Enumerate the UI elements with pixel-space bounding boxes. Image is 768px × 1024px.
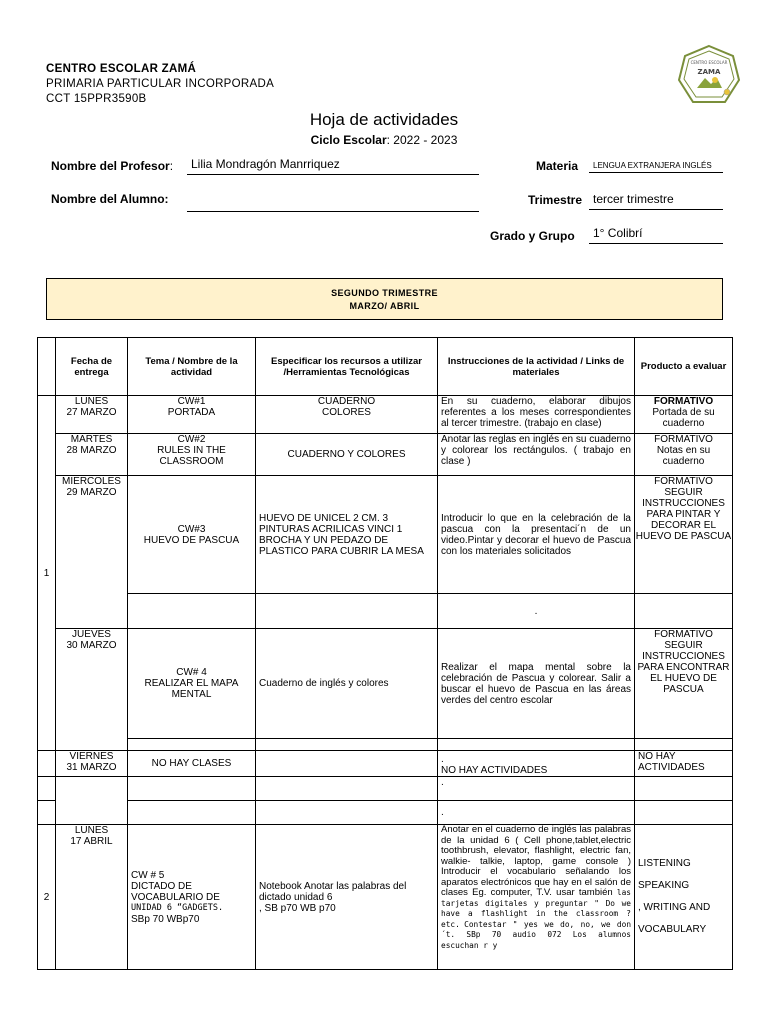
cell-producto: FORMATIVO SEGUIR INSTRUCCIONES PARA PINTAR Y DECORAR EL HUEVO DE PASCUA xyxy=(635,476,733,594)
week-number: 1 xyxy=(38,396,56,751)
cell-recursos: HUEVO DE UNICEL 2 CM. 3 PINTURAS ACRILICAS VINCI 1 BROCHA Y UN PEDAZO DE PLASTICO PARA CUBRIR LA MESA xyxy=(256,476,438,594)
cell-tema: CW#2 RULES IN THE CLASSROOM xyxy=(128,434,256,476)
header-producto: Producto a evaluar xyxy=(635,338,733,396)
cell-fecha: LUNES 17 ABRIL xyxy=(56,825,128,970)
school-name: CENTRO ESCOLAR ZAMÁ xyxy=(46,63,197,75)
grado-label: Grado y Grupo xyxy=(490,229,575,243)
alumno-field xyxy=(187,194,479,212)
school-type: PRIMARIA PARTICULAR INCORPORADA xyxy=(46,78,275,90)
table-row xyxy=(38,751,733,777)
week-number: 2 xyxy=(38,825,56,970)
activities-table xyxy=(37,337,733,970)
cell-week xyxy=(38,777,56,801)
table-row xyxy=(38,396,733,434)
header-recursos: Especificar los recursos a utilizar /Herramientas Tecnológicas xyxy=(256,338,438,396)
profesor-label: Nombre del Profesor: xyxy=(51,159,174,173)
materia-field: LENGUA EXTRANJERA INGLÉS xyxy=(589,155,723,173)
header-week xyxy=(38,338,56,396)
cell-producto xyxy=(635,801,733,825)
cell-instrucciones: . xyxy=(438,801,635,825)
table-header-row xyxy=(38,338,733,396)
table-row xyxy=(38,825,733,970)
table-row xyxy=(38,594,733,629)
cell-producto: FORMATIVO Portada de su cuaderno xyxy=(635,396,733,434)
cell-tema xyxy=(128,801,256,825)
trimestre-label: Trimestre xyxy=(528,193,583,207)
trimester-banner xyxy=(46,278,723,320)
school-cycle xyxy=(0,133,768,147)
banner-line1: SEGUNDO TRIMESTRE xyxy=(331,288,438,298)
cell-tema: CW#3 HUEVO DE PASCUA xyxy=(128,476,256,594)
cell-recursos: CUADERNO Y COLORES xyxy=(256,434,438,476)
cell-instrucciones: . NO HAY ACTIVIDADES xyxy=(438,751,635,777)
cell-fecha: JUEVES 30 MARZO xyxy=(56,629,128,751)
table-row xyxy=(38,739,733,751)
header-instrucciones: Instrucciones de la actividad / Links de materiales xyxy=(438,338,635,396)
table-row xyxy=(38,801,733,825)
cell-fecha: MIERCOLES 29 MARZO xyxy=(56,476,128,629)
cell-recursos: CUADERNO COLORES xyxy=(256,396,438,434)
cell-instrucciones: . xyxy=(438,594,635,629)
cell-tema: CW#1 PORTADA xyxy=(128,396,256,434)
cell-tema xyxy=(128,594,256,629)
logo-text-main: ZAMA xyxy=(697,68,721,76)
cell-recursos: Notebook Anotar las palabras del dictado unidad 6 , SB p70 WB p70 xyxy=(256,825,438,970)
trimestre-field: tercer trimestre xyxy=(589,192,723,210)
cell-tema xyxy=(128,739,256,751)
cell-recursos: Cuaderno de inglés y colores xyxy=(256,629,438,739)
table-row xyxy=(38,434,733,476)
cell-week xyxy=(38,801,56,825)
cell-fecha: MARTES 28 MARZO xyxy=(56,434,128,476)
profesor-field: Lilia Mondragón Manrriquez xyxy=(187,157,479,175)
cell-producto: FORMATIVO Notas en su cuaderno xyxy=(635,434,733,476)
cell-producto: NO HAY ACTIVIDADES xyxy=(635,751,733,777)
table-row xyxy=(38,777,733,801)
cell-recursos xyxy=(256,594,438,629)
cell-recursos xyxy=(256,801,438,825)
cell-producto: FORMATIVO SEGUIR INSTRUCCIONES PARA ENCONTRAR EL HUEVO DE PASCUA xyxy=(635,629,733,739)
cell-recursos xyxy=(256,777,438,801)
cell-tema: CW# 4 REALIZAR EL MAPA MENTAL xyxy=(128,629,256,739)
cell-tema xyxy=(128,777,256,801)
cycle-value: : 2022 - 2023 xyxy=(386,133,458,147)
header-tema: Tema / Nombre de la actividad xyxy=(128,338,256,396)
cell-recursos xyxy=(256,739,438,751)
banner-line2: MARZO/ ABRIL xyxy=(349,301,420,311)
table-row xyxy=(38,476,733,594)
cell-week xyxy=(38,751,56,777)
cell-instrucciones: En su cuaderno, elaborar dibujos referentes a los meses correspondientes al tercer trimestre. (trabajo en clase) xyxy=(438,396,635,434)
cell-instrucciones: Anotar en el cuaderno de inglés las palabras de la unidad 6 ( Cell phone,tablet,electric toothbrush, elevator, flashlight, electric fan, walkie- talkie, laptop, game console ) Introducir el vocabulario señalando los aparatos electrónicos que hay en el salón de clases Eg. computer, T.V. usar también las tarjetas digitales y preguntar " Do we have a flashlight in the classroom ? etc. Contestar " yes we do, no, we don´t. SBp 70 audio 072 Los alumnos escuchan r y xyxy=(438,825,635,970)
header-fecha: Fecha de entrega xyxy=(56,338,128,396)
cell-fecha: VIERNES 31 MARZO xyxy=(56,751,128,777)
logo-text-top: CENTRO ESCOLAR xyxy=(690,60,728,65)
cell-instrucciones: Anotar las reglas en inglés en su cuaderno y colorear los rectángulos. ( trabajo en clase ) xyxy=(438,434,635,476)
cell-producto: LISTENING SPEAKING , WRITING AND VOCABULARY xyxy=(635,825,733,970)
grado-field: 1° Colibrí xyxy=(589,226,723,244)
alumno-label: Nombre del Alumno: xyxy=(51,192,169,206)
cell-producto xyxy=(635,777,733,801)
school-cct: CCT 15PPR3590B xyxy=(46,93,147,105)
cell-tema: CW # 5 DICTADO DE VOCABULARIO DE UNIDAD 6 “GADGETS. SBp 70 WBp70 xyxy=(128,825,256,970)
cycle-label: Ciclo Escolar xyxy=(310,133,387,147)
materia-label: Materia xyxy=(536,159,579,173)
cell-recursos xyxy=(256,751,438,777)
table-row xyxy=(38,629,733,739)
cell-producto xyxy=(635,594,733,629)
cell-fecha: LUNES 27 MARZO xyxy=(56,396,128,434)
cell-instrucciones: Introducir lo que en la celebración de la pascua con la presentaci´n de un video.Pintar y decorar el huevo de Pascua con los materiales solicitados xyxy=(438,476,635,594)
cell-fecha xyxy=(56,777,128,825)
page-title: Hoja de actividades xyxy=(309,110,459,129)
cell-instrucciones xyxy=(438,739,635,751)
cell-tema: NO HAY CLASES xyxy=(128,751,256,777)
cell-instrucciones: Realizar el mapa mental sobre la celebración de Pascua y colorear. Salir a buscar el huevo de Pascua en las áreas verdes del centro escolar xyxy=(438,629,635,739)
cell-producto xyxy=(635,739,733,751)
school-logo xyxy=(675,44,743,108)
school-header xyxy=(46,62,274,107)
cell-instrucciones: . xyxy=(438,777,635,801)
